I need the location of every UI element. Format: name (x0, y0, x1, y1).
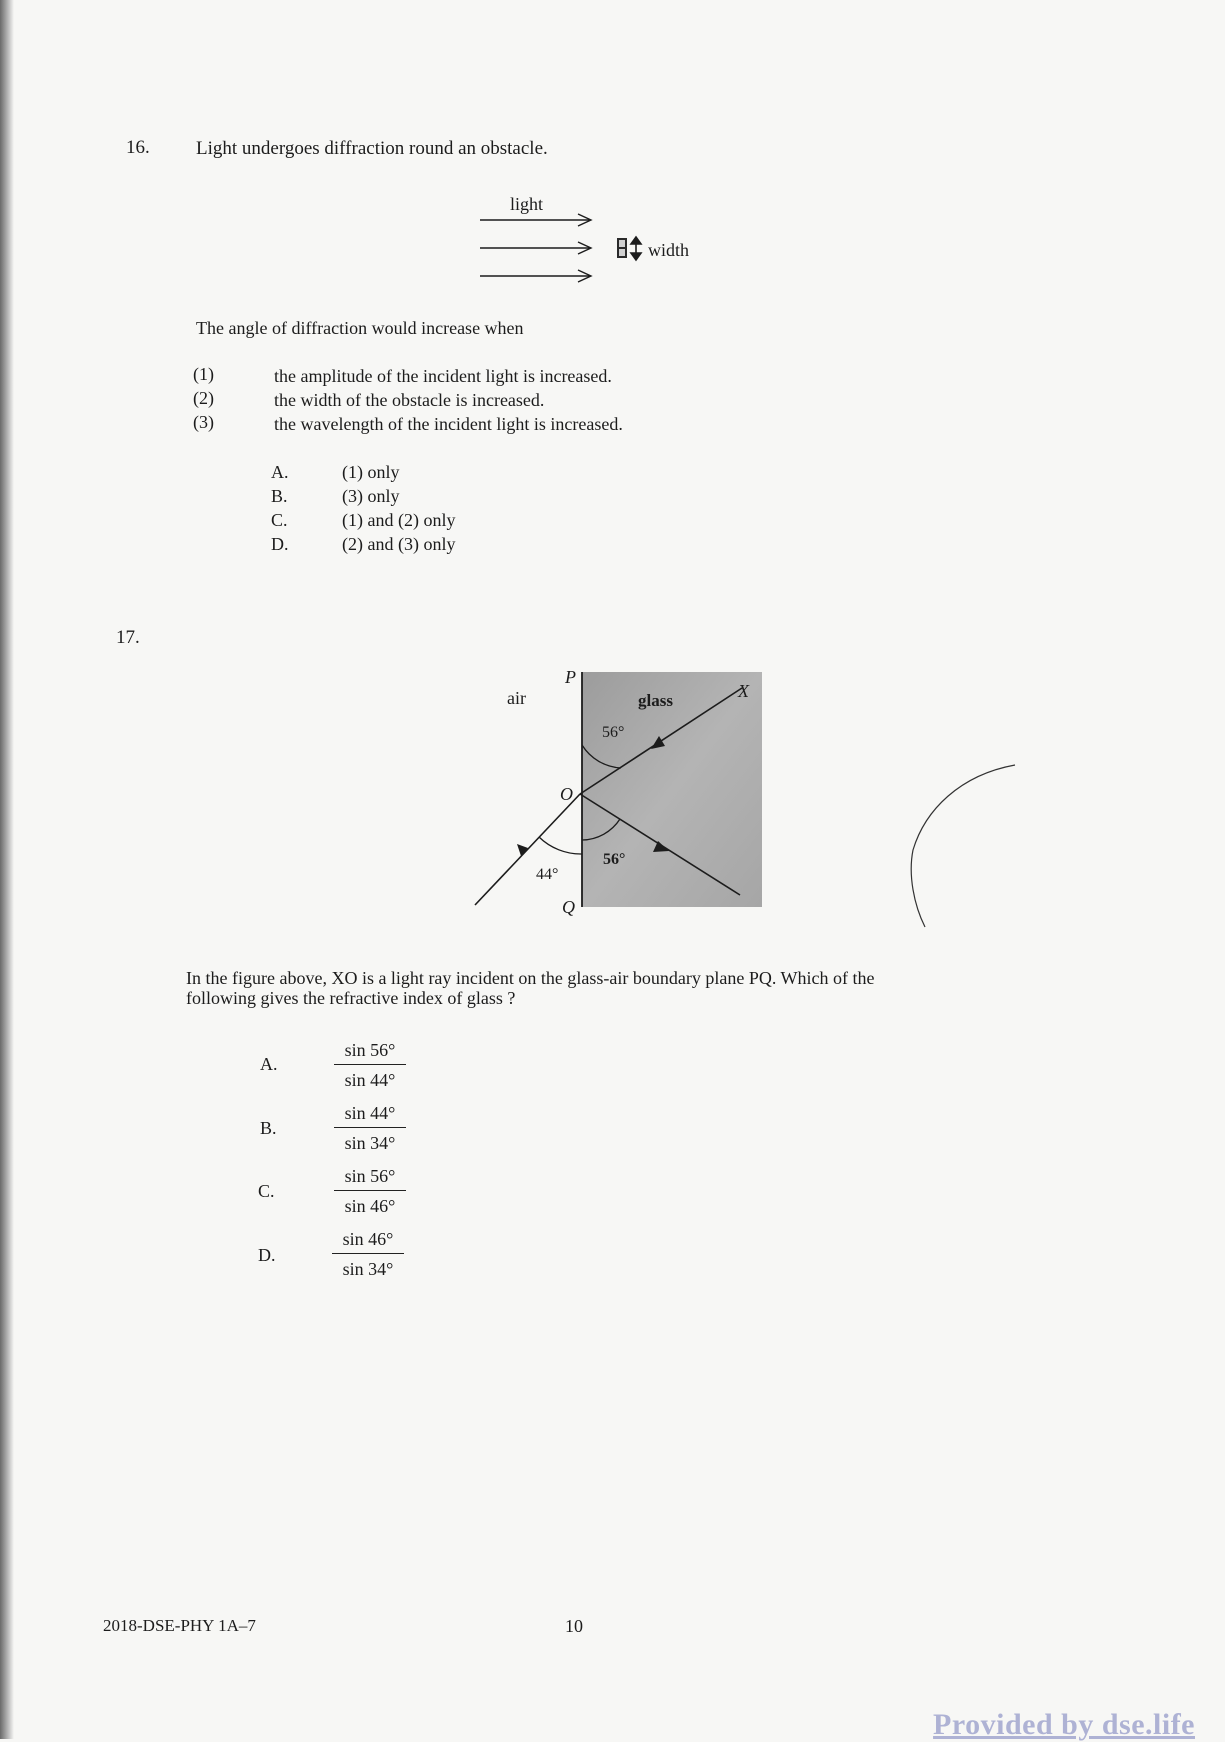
q16-option-c-letter: C. (271, 510, 288, 530)
obstacle-icon (617, 238, 627, 258)
q17-option-d-fraction (332, 1229, 404, 1280)
statement-3-num: (3) (193, 412, 214, 432)
width-label: width (648, 240, 690, 260)
statement-2-num: (2) (193, 388, 214, 408)
q17-refraction-figure (470, 660, 770, 920)
q16-stem: Light undergoes diffraction round an obstacle. (196, 138, 548, 159)
q17-option-b-letter: B. (260, 1118, 277, 1138)
q16-option-b-letter: B. (271, 486, 288, 506)
q17-option-c-letter: C. (258, 1181, 275, 1201)
q16-option-c-text: (1) and (2) only (342, 510, 456, 530)
statement-3-text: the wavelength of the incident light is increased. (274, 414, 623, 434)
paper-code: 2018-DSE-PHY 1A–7 (103, 1616, 256, 1635)
double-arrow-icon (631, 237, 641, 260)
q16-option-d-letter: D. (271, 534, 289, 554)
point-o-label: O (560, 784, 573, 804)
stray-pencil-arc (900, 755, 1020, 935)
q17-option-b-numerator: sin 44° (334, 1103, 406, 1128)
angle-arc-bottom-left (539, 837, 582, 854)
scan-edge-shadow (0, 0, 14, 1739)
q17-option-b-fraction (334, 1103, 406, 1154)
q17-option-a-denominator: sin 44° (344, 1070, 396, 1090)
q17-option-a-numerator: sin 56° (334, 1040, 406, 1065)
q17-option-d-letter: D. (258, 1245, 276, 1265)
q17-option-c-fraction (334, 1166, 406, 1217)
q17-option-d-denominator: sin 34° (342, 1259, 394, 1279)
page-number: 10 (565, 1616, 583, 1636)
glass-label: glass (638, 691, 673, 710)
q17-option-b-denominator: sin 34° (344, 1133, 396, 1153)
point-x-label: X (738, 681, 749, 701)
q17-stem-line-1: In the figure above, XO is a light ray incident on the glass-air boundary plane PQ. Which of the (186, 968, 875, 988)
q16-option-a-text: (1) only (342, 462, 400, 482)
angle-bottom-right-label: 56° (603, 851, 626, 868)
point-q-label: Q (562, 897, 575, 917)
q17-option-a-letter: A. (260, 1054, 278, 1074)
point-p-label: P (565, 667, 576, 687)
q17-stem-line-2: following gives the refractive index of glass ? (186, 988, 516, 1008)
q16-number: 16. (126, 137, 150, 158)
statement-1-text: the amplitude of the incident light is increased. (274, 366, 612, 386)
q16-diffraction-figure (470, 190, 710, 290)
statement-2-text: the width of the obstacle is increased. (274, 390, 545, 410)
q16-option-d-text: (2) and (3) only (342, 534, 456, 554)
statement-1-num: (1) (193, 364, 214, 384)
q17-option-d-numerator: sin 46° (332, 1229, 404, 1254)
q16-option-a-letter: A. (271, 462, 289, 482)
q16-option-b-text: (3) only (342, 486, 400, 506)
q17-option-c-numerator: sin 56° (334, 1166, 406, 1191)
q17-number: 17. (116, 627, 140, 648)
q16-prompt: The angle of diffraction would increase when (196, 318, 524, 338)
air-label: air (507, 688, 526, 708)
q17-option-c-denominator: sin 46° (344, 1196, 396, 1216)
light-label: light (510, 194, 544, 214)
angle-top-label: 56° (602, 724, 625, 741)
angle-bottom-left-label: 44° (536, 866, 559, 883)
provider-credit-link[interactable]: Provided by dse.life (933, 1708, 1195, 1741)
refracted-ray (475, 794, 580, 905)
q17-option-a-fraction (334, 1040, 406, 1091)
